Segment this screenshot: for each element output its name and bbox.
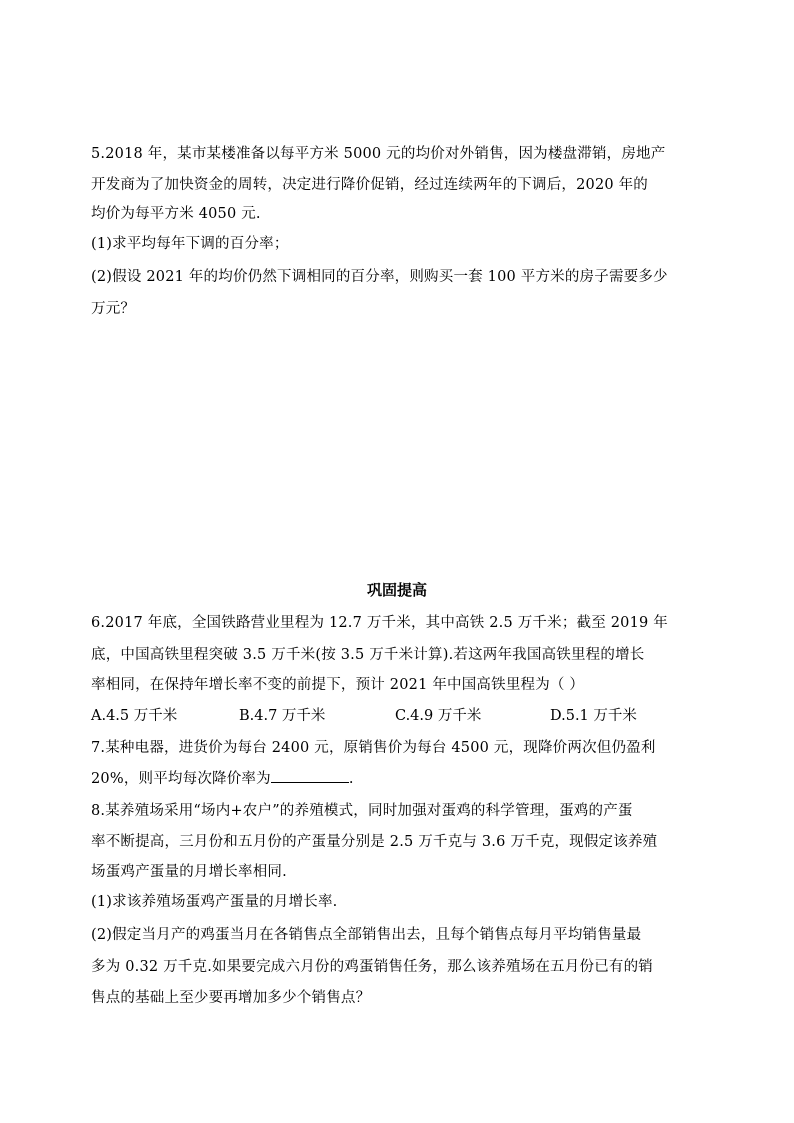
problem5-line6: 万元？ [91,301,136,317]
problem6-line1: 6.2017 年底，全国铁路营业里程为 12.7 万千米，其中高铁 2.5 万千米；截至 2019 年 [91,615,668,631]
problem5-line3: 均价为每平方米 4050 元. [91,206,261,222]
problem5-line4: (1)求平均每年下调的百分率； [91,236,289,252]
problem8-line2: 率不断提高，三月份和五月份的产蛋量分别是 2.5 万千克与 3.6 万千克，现假定该养殖 [91,834,658,850]
option-d: D.5.1 万千米 [550,708,637,724]
problem8-line1: 8.某养殖场采用“场内+农户”的养殖模式，同时加强对蛋鸡的科学管理，蛋鸡的产蛋 [91,803,633,819]
problem6-options [91,706,711,726]
problem5-line5: (2)假设 2021 年的均价仍然下调相同的百分率，则购买一套 100 平方米的房子需要多少 [91,269,668,285]
problem7-line1: 7.某种电器，进货价为每台 2400 元，原销售价为每台 4500 元，现降价两次但仍盈利 [91,740,656,756]
problem8-line7: 售点的基础上至少要再增加多少个销售点？ [91,990,371,1006]
option-c: C.4.9 万千米 [395,708,482,724]
problem6-line3: 率相同，在保持年增长率不变的前提下，预计 2021 年中国高铁里程为（ ） [91,677,585,693]
option-b: B.4.7 万千米 [239,708,326,724]
answer-blank [271,768,349,783]
problem8-line4: (1)求该养殖场蛋鸡产蛋量的月增长率. [91,894,338,910]
problem5-line1: 5.2018 年，某市某楼准备以每平方米 5000 元的均价对外销售，因为楼盘滞销，房地产 [91,146,666,162]
problem7-line2 [91,768,354,789]
problem8-line5: (2)假定当月产的鸡蛋当月在各销售点全部销售出去，且每个销售点每月平均销售量最 [91,927,642,943]
option-a: A.4.5 万千米 [91,708,178,724]
problem5-line2: 开发商为了加快资金的周转，决定进行降价促销，经过连续两年的下调后，2020 年的 [91,177,649,193]
section-title: 巩固提高 [366,581,427,599]
problem6-line2: 底，中国高铁里程突破 3.5 万千米(按 3.5 万千米计算).若这两年我国高铁里程的增长 [91,647,645,663]
problem7-line2-end: . [348,771,354,787]
problem8-line6: 多为 0.32 万千克.如果要完成六月份的鸡蛋销售任务，那么该养殖场在五月份已有的销 [91,959,654,975]
problem7-line2-text: 20%，则平均每次降价率为 [91,771,271,787]
problem8-line3: 场蛋鸡产蛋量的月增长率相同. [91,864,287,880]
